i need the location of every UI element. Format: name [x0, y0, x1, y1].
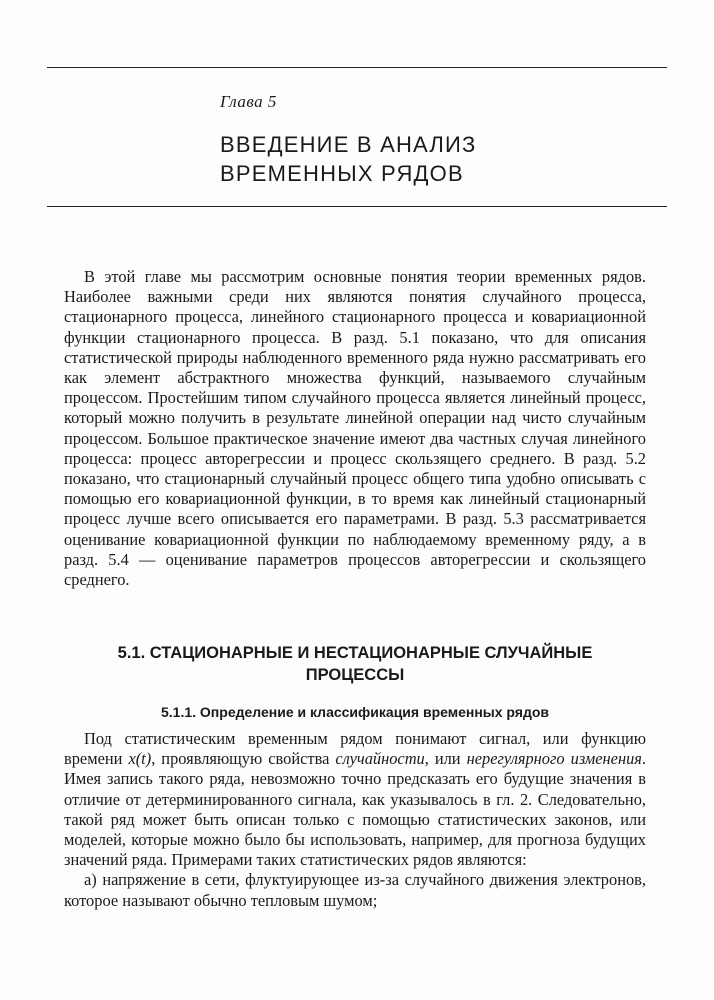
- p1-part-b: , проявляющую свойства: [151, 749, 336, 769]
- bottom-rule: [47, 206, 667, 207]
- intro-paragraph: В этой главе мы рассмотрим основные понятия теории временных рядов. Наиболее важными среди них являются понятия случайного процесса, стационарного процесса, линейного стационарного процесса и ковариационной функции стационарного процесса. В разд. 5.1 показано, что для описания статистической природы наблюденного временного ряда нужно рассматривать его как элемент абстрактного множества функций, называемого случайным процессом. Простейшим типом случайного процесса является линейный процесс, который можно получить в результате линейной операции над чисто случайным процессом. Большое практическое значение имеют два частных случая линейного процесса: процесс авторегрессии и процесс скользящего среднего. В разд. 5.2 показано, что стационарный случайный процесс общего типа удобно описывать с помощью его ковариационной функции, в то время как линейный стационарный процесс лучше всего описывается его параметрами. В разд. 5.3 рассматривается оценивание ковариационной функции по наблюдаемому временному ряду, а в разд. 5.4 — оценивание параметров процессов авторегрессии и скользящего среднего.: [64, 267, 646, 590]
- section-heading-line-2: ПРОЦЕССЫ: [305, 666, 405, 684]
- top-rule: [47, 67, 667, 68]
- variable-x-t: x(t): [128, 749, 152, 769]
- chapter-title-line-1: ВВЕДЕНИЕ В АНАЛИЗ: [220, 132, 477, 157]
- term-randomness: случайности: [335, 749, 425, 769]
- intro-text: [64, 267, 646, 590]
- p1-part-d: . Имея запись такого ряда, невозможно точно предсказать его будущие значения в отличие от детерминированного сигнала, как указывалось в гл. 2. Следовательно, такой ряд может быть описан только с помощью статистических законов, или моделей, которые можно было бы использовать, например, для прогноза будущих значений ряда. Примерами таких статистических рядов являются:: [64, 749, 646, 870]
- body-paragraph: [64, 729, 646, 870]
- p1-part-a: Под статистическим временным рядом понимают сигнал, или функцию времени: [64, 729, 646, 769]
- chapter-label: Глава 5: [220, 92, 277, 111]
- list-item-a: а) напряжение в сети, флуктуирующее из-за случайного движения электронов, которое называют обычно тепловым шумом;: [64, 870, 646, 910]
- chapter-title-line-2: ВРЕМЕННЫХ РЯДОВ: [220, 161, 464, 186]
- chapter-title: [220, 130, 477, 188]
- section-heading-line-1: 5.1. СТАЦИОНАРНЫЕ И НЕСТАЦИОНАРНЫЕ СЛУЧАЙНЫЕ: [117, 644, 593, 662]
- p1-part-c: , или: [424, 749, 467, 769]
- body-text: [64, 729, 646, 911]
- subsection-heading: 5.1.1. Определение и классификация временных рядов: [161, 704, 549, 720]
- term-irregular-change: нерегулярного изменения: [466, 749, 642, 769]
- section-heading: [64, 642, 646, 686]
